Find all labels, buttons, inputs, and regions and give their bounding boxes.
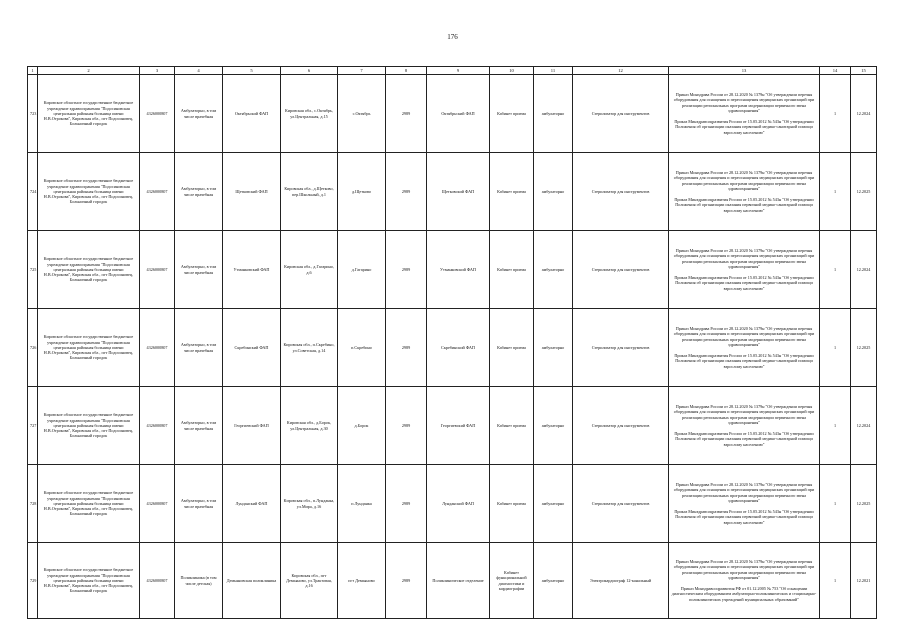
quantity-cell: 1 [820,387,851,465]
locality-cell: п.Скребино [338,309,386,387]
organization-cell: Кировское областное государственное бюджетное учреждение здравоохранения "Подосиновская центральная районная больница имени Н.В.Отрокова", Кировская обл., пгт Подосиновец, Больничный городок [38,309,140,387]
code-cell: 2989 [386,309,427,387]
care-type-cell: Амбулаторно, в том числе врачебная [175,465,223,543]
basis-cell [669,387,820,465]
unit-cell: Демьяновская поликлиника [223,543,281,619]
quantity-cell: 1 [820,153,851,231]
code-cell: 2989 [386,387,427,465]
basis-order-1: Приказ Минздрава России от 28.12.2020 № 1379н "Об утверждении перечня оборудования для оснащения и переоснащения медицинских организаций при реализации региональных программ модернизации первичного звена здравоохранения" [673,482,815,503]
code-cell: 2989 [386,465,427,543]
equipment-cell: Стерилизатор для инструментов [573,309,669,387]
column-header: 1 [28,67,38,75]
care-mode-cell: амбулаторно [534,387,573,465]
column-header: 11 [534,67,573,75]
address-cell: Кировская обл., д.Гагарино, д.6 [281,231,338,309]
locality-cell: с.Октябрь [338,75,386,153]
subunit-cell: Лунданский ФАП [427,465,490,543]
date-cell: 12.2025 [851,153,877,231]
quantity-cell: 1 [820,543,851,619]
subunit-cell: Поликлиническое отделение [427,543,490,619]
table-row [28,231,877,309]
basis-order-2: Приказ Минздравсоцразвития России от 15.05.2012 № 543н "Об утверждении Положения об организации оказания первичной медико-санитарной помощи взрослому населению" [674,275,814,291]
subunit-cell: Октябрьский ФАП [427,75,490,153]
basis-order-1: Приказ Минздрава России от 28.12.2020 № 1379н "Об утверждении перечня оборудования для оснащения и переоснащения медицинских организаций при реализации региональных программ модернизации первичного звена здравоохранения" [673,248,815,269]
care-mode-cell: амбулаторно [534,231,573,309]
inn-cell: 4326000807 [140,387,175,465]
table-row [28,309,877,387]
column-header: 15 [851,67,877,75]
column-header: 3 [140,67,175,75]
care-type-cell: Поликлиника (в том числе детская) [175,543,223,619]
basis-order-2: Приказ Минздравсоцразвития России от 15.05.2012 № 543н "Об утверждении Положения об организации оказания первичной медико-санитарной помощи взрослому населению" [674,119,814,135]
table-row [28,543,877,619]
code-cell: 2989 [386,231,427,309]
date-cell: 12.2025 [851,465,877,543]
table-row [28,465,877,543]
basis-order-1: Приказ Минздрава России от 28.12.2020 № 1379н "Об утверждении перечня оборудования для оснащения и переоснащения медицинских организаций при реализации региональных программ модернизации первичного звена здравоохранения" [673,326,815,347]
unit-cell: Октябрьский ФАП [223,75,281,153]
header-row [28,67,877,75]
room-cell: Кабинет приема [490,231,534,309]
basis-cell [669,309,820,387]
care-type-cell: Амбулаторно, в том числе врачебная [175,309,223,387]
row-number: 726 [28,309,38,387]
page-number: 176 [447,33,458,41]
equipment-cell: Стерилизатор для инструментов [573,75,669,153]
basis-cell [669,231,820,309]
subunit-cell: Утманковский ФАП [427,231,490,309]
date-cell: 12.2025 [851,309,877,387]
basis-order-1: Приказ Минздрава России от 28.12.2020 № 1379н "Об утверждении перечня оборудования для оснащения и переоснащения медицинских организаций при реализации региональных программ модернизации первичного звена здравоохранения" [673,559,815,580]
column-header: 9 [427,67,490,75]
organization-cell: Кировское областное государственное бюджетное учреждение здравоохранения "Подосиновская центральная районная больница имени Н.В.Отрокова", Кировская обл., пгт Подосиновец, Больничный городок [38,75,140,153]
unit-cell: Утманковский ФАП [223,231,281,309]
basis-order-2: Приказ Минздравсоцразвития России от 15.05.2012 № 543н "Об утверждении Положения об организации оказания первичной медико-санитарной помощи взрослому населению" [674,431,814,447]
inn-cell: 4326000807 [140,309,175,387]
inn-cell: 4326000807 [140,231,175,309]
organization-cell: Кировское областное государственное бюджетное учреждение здравоохранения "Подосиновская центральная районная больница имени Н.В.Отрокова", Кировская обл., пгт Подосиновец, Больничный городок [38,231,140,309]
care-mode-cell: амбулаторно [534,543,573,619]
table-row [28,75,877,153]
row-number: 725 [28,231,38,309]
basis-cell [669,543,820,619]
room-cell: Кабинет приема [490,465,534,543]
organization-cell: Кировское областное государственное бюджетное учреждение здравоохранения "Подосиновская центральная районная больница имени Н.В.Отрокова", Кировская обл., пгт Подосиновец, Больничный городок [38,465,140,543]
column-header: 13 [669,67,820,75]
basis-cell [669,465,820,543]
locality-cell: д.Щетково [338,153,386,231]
register-table [27,66,877,619]
date-cell: 12.2021 [851,543,877,619]
basis-order-2: Приказ Минздравсоцразвития России от 15.05.2012 № 543н "Об утверждении Положения об организации оказания первичной медико-санитарной помощи взрослому населению" [674,509,814,525]
column-header: 8 [386,67,427,75]
date-cell: 12.2024 [851,231,877,309]
column-header: 6 [281,67,338,75]
basis-order-2: Приказ Минздравсоцразвития России от 15.05.2012 № 543н "Об утверждении Положения об организации оказания первичной медико-санитарной помощи взрослому населению" [674,353,814,369]
equipment-cell: Стерилизатор для инструментов [573,231,669,309]
organization-cell: Кировское областное государственное бюджетное учреждение здравоохранения "Подосиновская центральная районная больница имени Н.В.Отрокова", Кировская обл., пгт Подосиновец, Больничный городок [38,387,140,465]
basis-order-1: Приказ Минздрава России от 28.12.2020 № 1379н "Об утверждении перечня оборудования для оснащения и переоснащения медицинских организаций при реализации региональных программ модернизации первичного звена здравоохранения" [673,170,815,191]
code-cell: 2989 [386,543,427,619]
quantity-cell: 1 [820,465,851,543]
room-cell: Кабинет приема [490,387,534,465]
unit-cell: Щетковский ФАП [223,153,281,231]
locality-cell: п.Лунданка [338,465,386,543]
room-cell: Кабинет приема [490,75,534,153]
address-cell: Кировская обл., п.Лунданка, ул.Мира, д.16 [281,465,338,543]
organization-cell: Кировское областное государственное бюджетное учреждение здравоохранения "Подосиновская центральная районная больница имени Н.В.Отрокова", Кировская обл., пгт Подосиновец, Больничный городок [38,153,140,231]
care-type-cell: Амбулаторно, в том числе врачебная [175,387,223,465]
row-number: 723 [28,75,38,153]
row-number: 729 [28,543,38,619]
inn-cell: 4326000807 [140,75,175,153]
column-header: 5 [223,67,281,75]
subunit-cell: Георгиевский ФАП [427,387,490,465]
inn-cell: 4326000807 [140,465,175,543]
row-number: 727 [28,387,38,465]
organization-cell: Кировское областное государственное бюджетное учреждение здравоохранения "Подосиновская центральная районная больница имени Н.В.Отрокова", Кировская обл., пгт Подосиновец, Больничный городок [38,543,140,619]
address-cell: Кировская обл., д.Щетково, пер.Школьный, д.1 [281,153,338,231]
code-cell: 2989 [386,75,427,153]
address-cell: Кировская обл., п.Скребино, ул.Советская, д.14 [281,309,338,387]
care-mode-cell: амбулаторно [534,465,573,543]
quantity-cell: 1 [820,309,851,387]
basis-order-1: Приказ Минздрава России от 28.12.2020 № 1379н "Об утверждении перечня оборудования для оснащения и переоснащения медицинских организаций при реализации региональных программ модернизации первичного звена здравоохранения" [673,404,815,425]
column-header: 14 [820,67,851,75]
unit-cell: Лунданский ФАП [223,465,281,543]
quantity-cell: 1 [820,75,851,153]
inn-cell: 4326000807 [140,543,175,619]
address-cell: Кировская обл., д.Борок, ул.Центральная, д.30 [281,387,338,465]
row-number: 728 [28,465,38,543]
equipment-cell: Электрокардиограф 12-канальный [573,543,669,619]
care-type-cell: Амбулаторно, в том числе врачебная [175,75,223,153]
column-header: 4 [175,67,223,75]
date-cell: 12.2024 [851,75,877,153]
equipment-cell: Стерилизатор для инструментов [573,153,669,231]
basis-order-2: Приказ Минздравсоцразвития России от 15.05.2012 № 543н "Об утверждении Положения об организации оказания первичной медико-санитарной помощи взрослому населению" [674,197,814,213]
room-cell: Кабинет функциональной диагностики и кардиографии [490,543,534,619]
address-cell: Кировская обл., с.Октябрь, ул.Центральная, д.15 [281,75,338,153]
column-header: 7 [338,67,386,75]
subunit-cell: Скребинский ФАП [427,309,490,387]
locality-cell: д.Борок [338,387,386,465]
room-cell: Кабинет приема [490,153,534,231]
basis-cell [669,153,820,231]
locality-cell: д.Гагарино [338,231,386,309]
care-type-cell: Амбулаторно, в том числе врачебная [175,231,223,309]
basis-cell [669,75,820,153]
care-type-cell: Амбулаторно, в том числе врачебная [175,153,223,231]
equipment-cell: Стерилизатор для инструментов [573,387,669,465]
subunit-cell: Щетковский ФАП [427,153,490,231]
care-mode-cell: амбулаторно [534,75,573,153]
basis-order-1: Приказ Минздрава России от 28.12.2020 № 1379н "Об утверждении перечня оборудования для оснащения и переоснащения медицинских организаций при реализации региональных программ модернизации первичного звена здравоохранения" [673,92,815,113]
inn-cell: 4326000807 [140,153,175,231]
basis-order-2: Приказ Минздравсоцразвития РФ от 01.12.2005 № 753 "Об оснащении диагностическим оборудованием амбулаторно-поликлинических и стационарно-поликлинических учреждений муниципальных образований" [671,586,817,602]
room-cell: Кабинет приема [490,309,534,387]
locality-cell: пгт Демьяново [338,543,386,619]
code-cell: 2989 [386,153,427,231]
table-row [28,153,877,231]
date-cell: 12.2024 [851,387,877,465]
column-header: 2 [38,67,140,75]
equipment-cell: Стерилизатор для инструментов [573,465,669,543]
table-row [28,387,877,465]
row-number: 724 [28,153,38,231]
quantity-cell: 1 [820,231,851,309]
unit-cell: Георгиевский ФАП [223,387,281,465]
address-cell: Кировская обл., пгт Демьяново, ул.Трактовая, д.16 [281,543,338,619]
care-mode-cell: амбулаторно [534,309,573,387]
column-header: 10 [490,67,534,75]
care-mode-cell: амбулаторно [534,153,573,231]
unit-cell: Скребинский ФАП [223,309,281,387]
column-header: 12 [573,67,669,75]
